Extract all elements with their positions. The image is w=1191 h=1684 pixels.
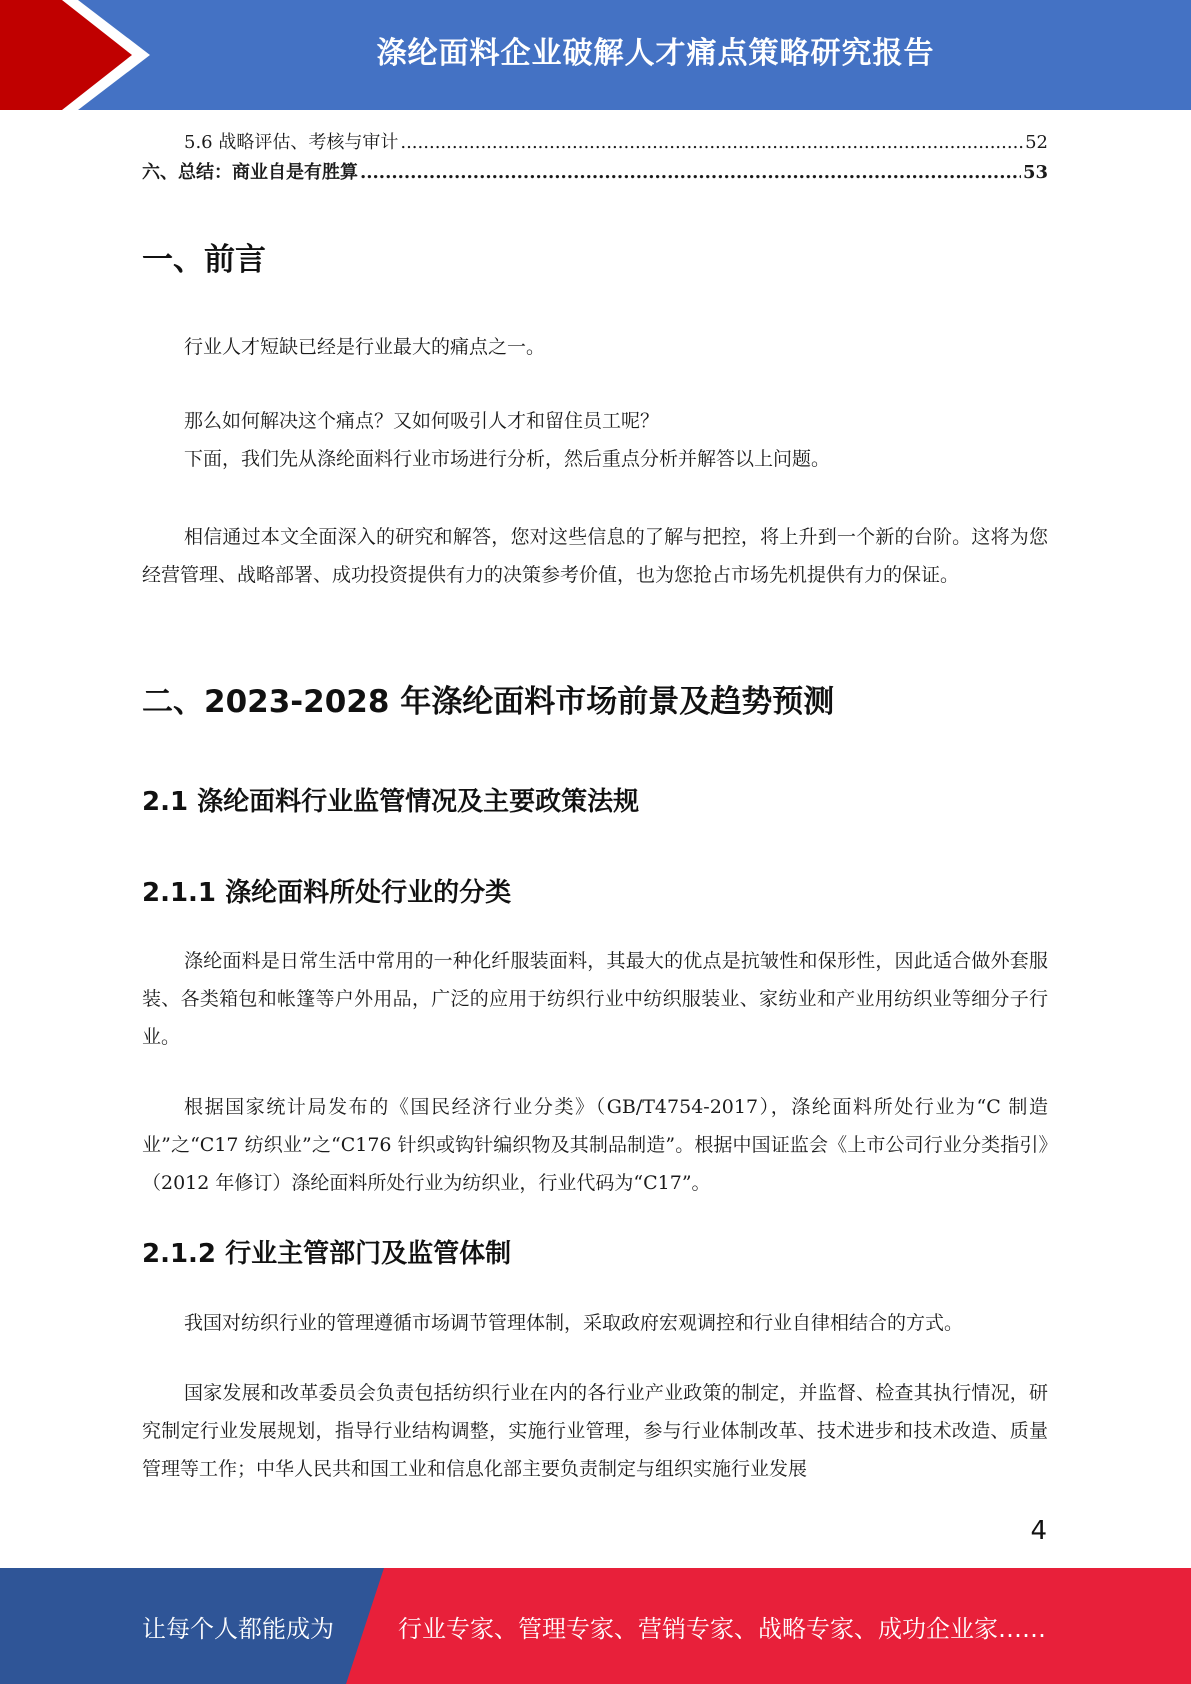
paragraph: 行业人才短缺已经是行业最大的痛点之一。	[184, 336, 546, 358]
page-footer	[0, 1568, 1191, 1684]
table-of-contents	[142, 128, 1048, 188]
report-title: 涤纶面料企业破解人才痛点策略研究报告	[376, 36, 935, 71]
toc-entry-label: 5.6 战略评估、考核与审计	[184, 132, 399, 153]
chapter-heading: 二、2023-2028 年涤纶面料市场前景及趋势预测	[142, 684, 835, 720]
section-heading: 2.1 涤纶面料行业监管情况及主要政策法规	[142, 787, 640, 817]
paragraph: 相信通过本文全面深入的研究和解答，您对这些信息的了解与把控，将上升到一个新的台阶。这将为您经营管理、战略部署、成功投资提供有力的决策参考价值，也为您抢占市场先机提供有力的保证。	[142, 526, 1048, 586]
toc-entry-page: 53	[1022, 162, 1048, 183]
toc-leader	[360, 158, 1021, 188]
section-heading-preface: 一、前言	[142, 242, 266, 278]
paragraph: 国家发展和改革委员会负责包括纺织行业在内的各行业产业政策的制定，并监督、检查其执行情况，研究制定行业发展规划，指导行业结构调整，实施行业管理，参与行业体制改革、技术进步和技术改造、质量管理等工作；中华人民共和国工业和信息化部主要负责制定与组织实施行业发展	[142, 1382, 1048, 1480]
toc-entry[interactable]	[142, 128, 1048, 158]
paragraph: 涤纶面料是日常生活中常用的一种化纤服装面料，其最大的优点是抗皱性和保形性，因此适合做外套服装、各类箱包和帐篷等户外用品，广泛的应用于纺织行业中纺织服装业、家纺业和产业用纺织业等细分子行业。	[142, 950, 1048, 1048]
page-header	[0, 0, 1191, 110]
paragraph: 下面，我们先从涤纶面料行业市场进行分析，然后重点分析并解答以上问题。	[184, 448, 831, 470]
footer-roles: 行业专家、管理专家、营销专家、战略专家、成功企业家……	[398, 1614, 1046, 1643]
page-number: 4	[1030, 1516, 1047, 1546]
paragraph: 根据国家统计局发布的《国民经济行业分类》（GB/T4754-2017），涤纶面料所处行业为“C 制造业”之“C17 纺织业”之“C176 针织或钩针编织物及其制品制造”。根据中国证监会《上市公司行业分类指引》（2012 年修订）涤纶面料所处行业为纺织业，行业代码为“C17”。	[142, 1096, 1048, 1194]
toc-entry[interactable]	[142, 158, 1048, 188]
toc-entry-page: 52	[1025, 132, 1048, 153]
toc-entry-label: 六、总结：商业自是有胜算	[142, 162, 358, 183]
paragraph: 我国对纺织行业的管理遵循市场调节管理体制，采取政府宏观调控和行业自律相结合的方式。	[184, 1312, 964, 1334]
subsection-heading: 2.1.2 行业主管部门及监管体制	[142, 1239, 512, 1269]
toc-leader	[400, 128, 1023, 158]
subsection-heading: 2.1.1 涤纶面料所处行业的分类	[142, 878, 512, 908]
paragraph: 那么如何解决这个痛点？又如何吸引人才和留住员工呢？	[184, 410, 660, 432]
footer-slogan: 让每个人都能成为	[142, 1614, 334, 1643]
